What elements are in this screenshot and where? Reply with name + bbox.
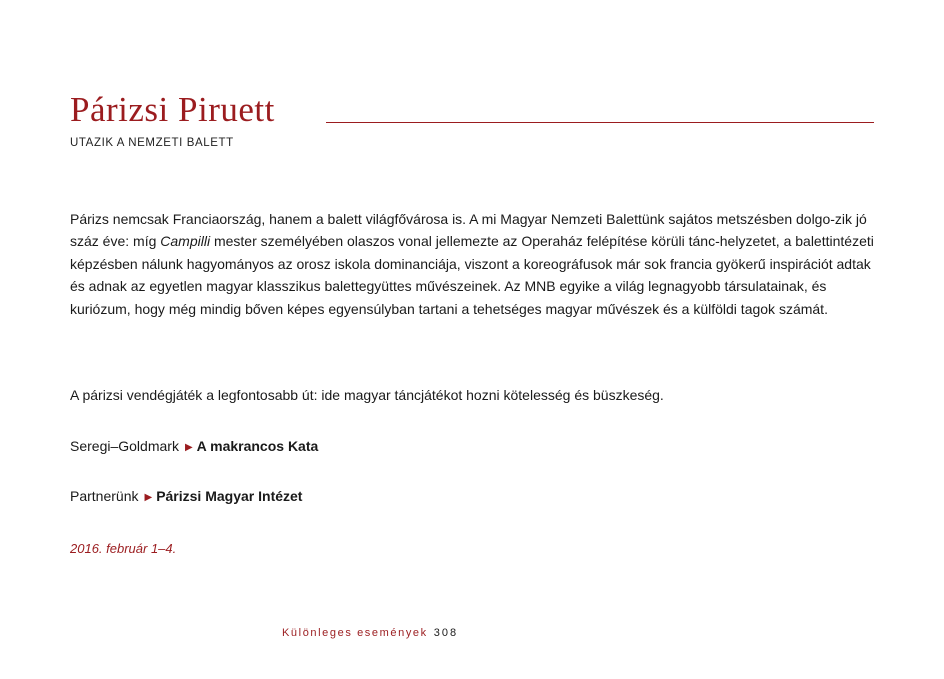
page-number: 308 — [433, 627, 459, 639]
body-paragraph-2: A párizsi vendégjáték a legfontosabb út: ide magyar táncjátékot hozni kötelesség és büszkeség. — [70, 387, 664, 403]
link-row-makrancos-kata — [70, 438, 318, 454]
article-body — [70, 208, 880, 403]
arrow-right-icon: ▶ — [184, 442, 193, 453]
page-header — [70, 88, 874, 132]
body-paragraph-1 — [70, 208, 880, 320]
body-paragraph-1-part-a: Párizs nemcsak Franciaország, hanem a balett világfővárosa is. A mi Magyar Nemzeti Balettünk sajátos metszésben dolgo-zik jó száz éve: míg — [70, 211, 867, 250]
page-title: Párizsi Piruett — [70, 90, 275, 129]
title-rule-divider — [326, 122, 874, 123]
link-row-partner — [70, 488, 302, 504]
page-footer — [282, 627, 458, 639]
body-paragraph-1-part-b: mester személyében olaszos vonal jellemezte az Operaház felépítése körüli tánc-helyzetet, a balettintézeti képzésben nálunk hagyományos az orosz iskola dominanciája, viszont a koreográfusok már sok francia gyökerű inspirációt adtak és adnak az egyetlen magyar klasszikus balettegyüttes művészeinek. Az MNB egyike a világ legnagyobb társulatainak, és kuriózum, hogy még mindig bőven képes egyensúlyban tartani a tehetséges magyar művészek és a külföldi tagok számát. — [70, 233, 874, 317]
footer-section-name: Különleges események — [282, 627, 428, 639]
link-prefix: Partnerünk — [70, 488, 139, 504]
event-date: 2016. február 1–4. — [70, 541, 177, 556]
link-parizsi-magyar-intezet[interactable]: Párizsi Magyar Intézet — [156, 488, 303, 504]
arrow-right-icon: ▶ — [144, 492, 153, 503]
link-makrancos-kata[interactable]: A makrancos Kata — [196, 438, 319, 454]
link-prefix: Seregi–Goldmark — [70, 438, 179, 454]
page-subtitle: UTAZIK A NEMZETI BALETT — [70, 137, 234, 149]
body-paragraph-1-italic-name: Campilli — [160, 233, 211, 250]
